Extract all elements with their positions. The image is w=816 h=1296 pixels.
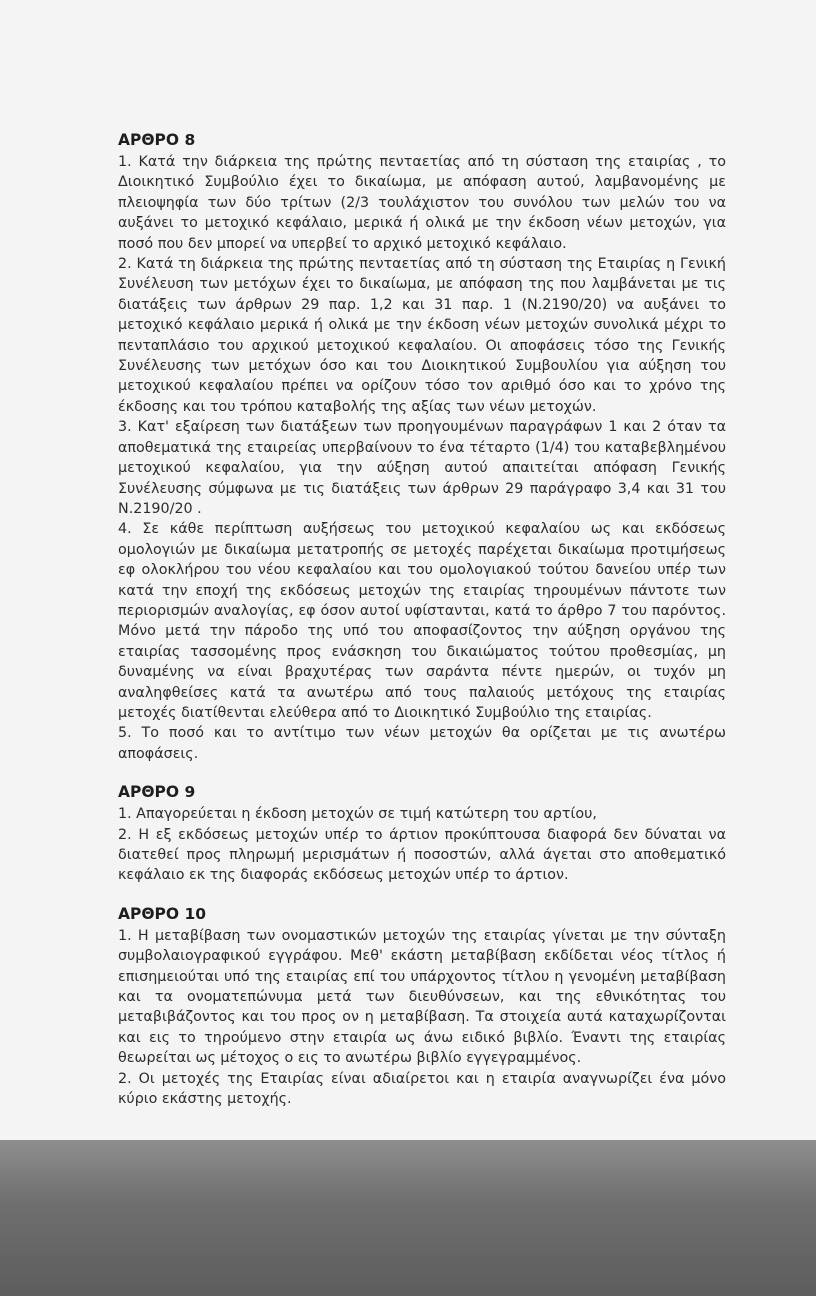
article-paragraph: 4. Σε κάθε περίπτωση αυξήσεως του μετοχικού κεφαλαίου ως και εκδόσεως ομολογιών με δικαίωμα μετατροπής σε μετοχές παρέχεται δικαίωμα προτιμήσεως εφ ολοκλήρου του νέου κεφαλαίου και του ομολογιακού τούτου δανείου υπέρ των κατά την εποχή της εκδόσεως μετοχών της εταιρίας τηρουμένων πάντοτε των περιορισμών αναλογίας, εφ όσον αυτοί υφίστανται, κατά το άρθρο 7 του παρόντος. Μόνο μετά την πάροδο της υπό του αποφασίζοντος την αύξηση οργάνου της εταιρίας τασσομένης προς ενάσκηση του δικαιώματος τούτου προθεσμίας, μη δυναμένης να είναι βραχυτέρας των σαράντα πέντε ημερών, οι τυχόν μη αναληφθείσες κατά τα ανωτέρω από τους παλαιούς μετόχους της εταιρίας μετοχές διατίθενται ελεύθερα από το Διοικητικό Συμβούλιο της εταιρίας.	[118, 521, 726, 721]
article-paragraph: 3. Κατ' εξαίρεση των διατάξεων των προηγουμένων παραγράφων 1 και 2 όταν τα αποθεματικά της εταιρείας υπερβαίνουν το ένα τέταρτο (1/4) του καταβεβλημένου μετοχικού κεφαλαίου, για την αύξηση αυτού απαιτείται απόφαση Γενικής Συνέλευσης σύμφωνα με τις διατάξεις των άρθρων 29 παράγραφο 3,4 και 31 του Ν.2190/20 .	[118, 419, 726, 517]
article-paragraph: 5. Το ποσό και το αντίτιμο των νέων μετοχών θα ορίζεται με τις ανωτέρω αποφάσεις.	[118, 725, 726, 762]
article-paragraph: 2. Κατά τη διάρκεια της πρώτης πενταετίας από τη σύσταση της Εταιρίας η Γενική Συνέλευση των μετόχων έχει το δικαίωμα, με απόφαση της που λαμβάνεται με τις διατάξεις των άρθρων 29 παρ. 1,2 και 31 παρ. 1 (Ν.2190/20) να αυξάνει το μετοχικό κεφάλαιο μερικά ή ολικά με την έκδοση νέων μετοχών συνολικά μέχρι το πενταπλάσιο του αρχικού μετοχικού κεφαλαίου. Οι αποφάσεις τόσο της Γενικής Συνέλευσης των μετόχων όσο και του Διοικητικού Συμβουλίου για αύξηση του μετοχικού κεφαλαίου πρέπει να ορίζουν τόσο τον αριθμό όσο και το χρόνο της έκδοσης και του τρόπου καταβολής της αξίας των νέων μετοχών.	[118, 256, 726, 415]
scan-margin-shadow	[0, 1140, 816, 1296]
article-9	[118, 782, 726, 886]
article-paragraph: 1. Η μεταβίβαση των ονομαστικών μετοχών της εταιρίας γίνεται με την σύνταξη συμβολαιογραφικού εγγράφου. Μεθ' εκάστη μεταβίβαση εκδίδεται νέος τίτλος ή επισημειούται υπό της εταιρίας επί του υπάρχοντος τίτλου η γενομένη μεταβίβαση και τα ονοματεπώνυμα μετά των διευθύνσεων, και της εθνικότητας του μεταβιβάζοντος και του προς ον η μεταβίβαση. Τα στοιχεία αυτά καταχωρίζονται και εις το τηρούμενο στην εταιρία ως άνω ειδικό βιβλίο. Έναντι της εταιρίας θεωρείται ως μέτοχος ο εις το ανωτέρω βιβλίο εγγεγραμμένος.	[118, 927, 726, 1067]
article-heading: ΑΡΘΡΟ 9	[118, 783, 196, 802]
article-8	[118, 130, 726, 764]
article-paragraph: 1. Απαγορεύεται η έκδοση μετοχών σε τιμή κατώτερη του αρτίου,	[118, 806, 597, 823]
article-paragraph: 2. Οι μετοχές της Εταιρίας είναι αδιαίρετοι και η εταιρία αναγνωρίζει ένα μόνο κύριο εκάστης μετοχής.	[118, 1070, 726, 1108]
document-body	[118, 130, 726, 1127]
article-paragraph: 1. Κατά την διάρκεια της πρώτης πενταετίας από τη σύσταση της εταιρίας , το Διοικητικό Συμβούλιο έχει το δικαίωμα, με απόφαση αυτού, λαμβανομένης με πλειοψηφία των δύο τρίτων (2/3 τουλάχιστον του συνόλου των μελών του να αυξάνει το μετοχικό κεφάλαιο, μερικά ή ολικά με την έκδοση νέων μετοχών, για ποσό που δεν μπορεί να υπερβεί το αρχικό μετοχικό κεφάλαιο.	[118, 154, 726, 252]
article-heading: ΑΡΘΡΟ 8	[118, 131, 196, 149]
article-paragraph: 2. Η εξ εκδόσεως μετοχών υπέρ το άρτιον προκύπτουσα διαφορά δεν δύναται να διατεθεί προς πληρωμή μερισμάτων ή ποσοστών, αλλά άγεται στο αποθεματικό κεφάλαιο εκ της διαφοράς εκδόσεως μετοχών υπέρ το άρτιον.	[118, 826, 726, 884]
article-10	[118, 904, 726, 1110]
article-heading: ΑΡΘΡΟ 10	[118, 904, 207, 923]
